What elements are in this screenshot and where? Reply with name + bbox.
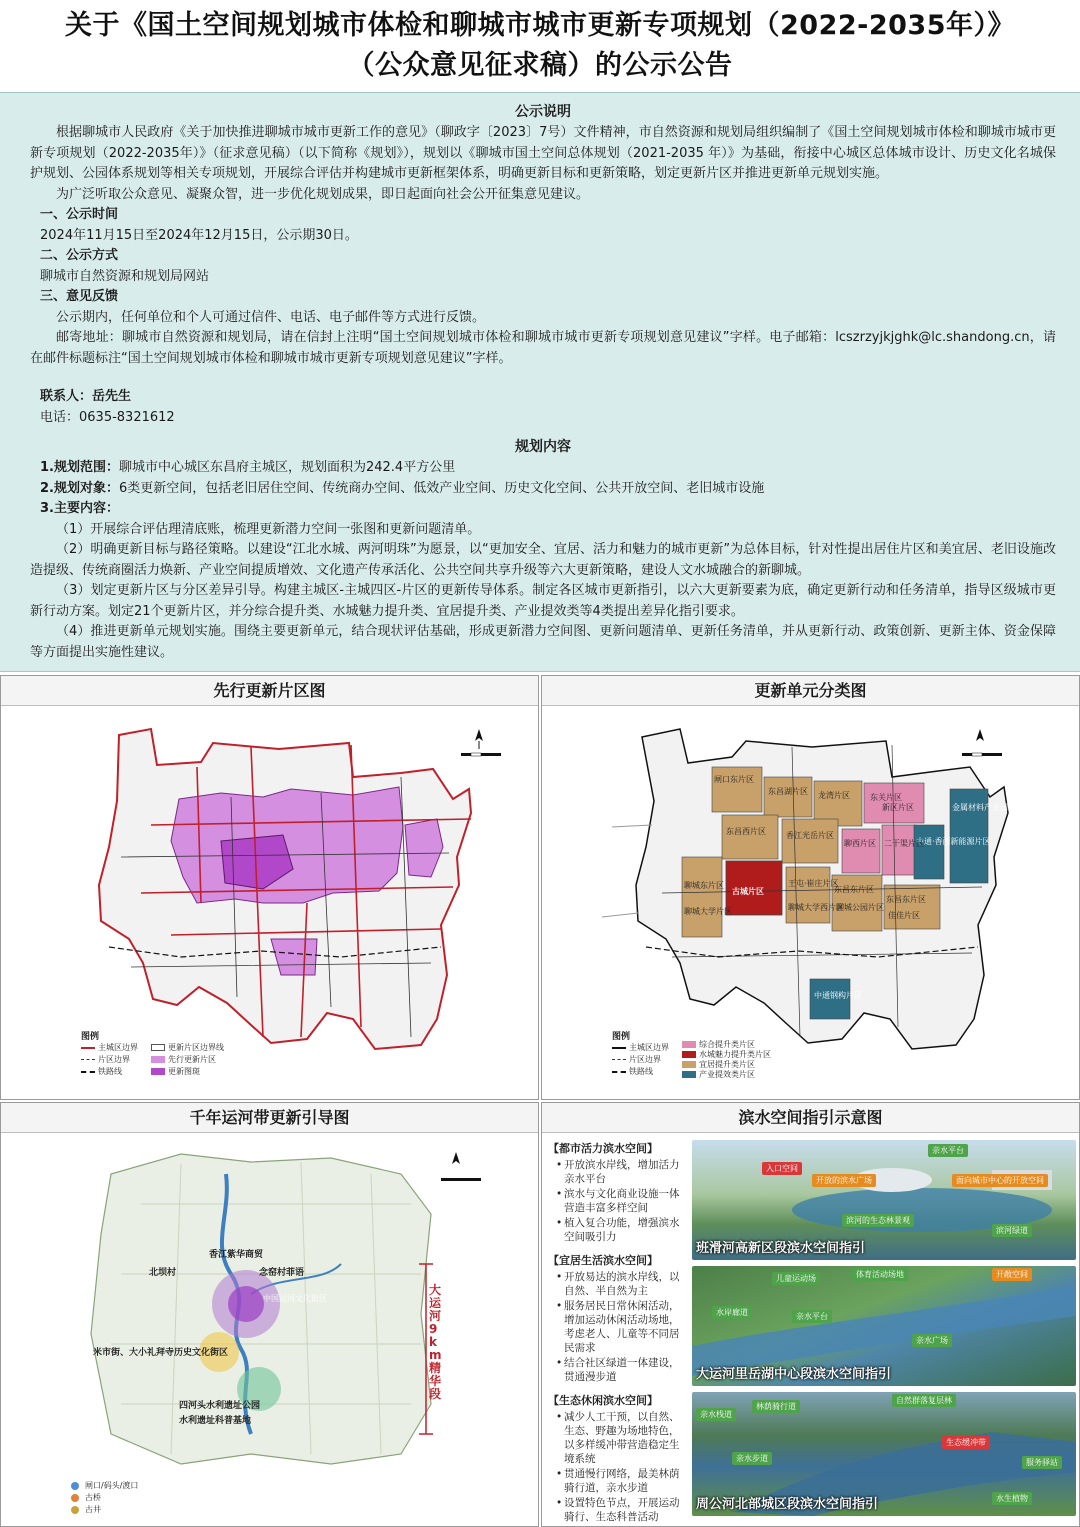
panel-a-legend-4 xyxy=(151,1043,224,1053)
urban-tag-6: 滨河绿道 xyxy=(992,1224,1032,1237)
plan-item-2-text: 6类更新空间，包括老旧居住空间、传统商办空间、低效产业空间、历史文化空间、公共开放空间、老旧城市设施 xyxy=(118,480,765,496)
panel-c-map xyxy=(1,1134,538,1526)
panel-a-legend-1-label: 主城区边界 xyxy=(98,1043,138,1052)
map-label-10: 聊城大学西片区 xyxy=(788,903,844,912)
eco-tag-2: 自然群落复层林 xyxy=(892,1394,956,1407)
canal-label-1: 香江紫华商贸 xyxy=(209,1250,264,1260)
panel-a-legend-4-label: 更新片区边界线 xyxy=(168,1043,224,1052)
map-label-15: 新区片区 xyxy=(882,803,914,812)
panel-b-legend-4-label: 综合提升类片区 xyxy=(699,1040,755,1049)
guide-urban-item-3: • 植入复合功能，增强滨水空间吸引力 xyxy=(556,1216,688,1244)
guide-urban-item-1: • 开放滨水岸线，增加活力亲水平台 xyxy=(556,1158,688,1186)
map-label-20: 聊城大学片区 xyxy=(684,907,732,916)
section-3-text-2: 邮寄地址：聊城市自然资源和规划局，请在信封上注明“国土空间规划城市体检和聊城市城市更新专项规划意见建议”字样。电子邮箱：lcszrzyjkjghk@lc.shandong.cn，请在邮件标题标注“国土空间规划城市体检和聊城市城市更新专项规划意见建议”字样。 xyxy=(30,330,1056,366)
plan-item-1-label: 1.规划范围： xyxy=(40,460,119,475)
urban-tag-3: 开放的滨水广场 xyxy=(812,1174,876,1187)
plan-point-1: （1）开展综合评估理清底账，梳理更新潜力空间一张图和更新问题清单。 xyxy=(56,521,481,537)
map-label-6: 东昌西片区 xyxy=(726,827,766,836)
panel-b-legend-5-label: 水城魅力提升类片区 xyxy=(699,1050,771,1059)
panel-b-legend-title: 图例 xyxy=(612,1032,631,1042)
title-line-1: 关于《国土空间规划城市体检和聊城市城市更新专项规划（2022-2035年）》 xyxy=(65,10,1015,41)
section-1-title: 一、公示时间 xyxy=(40,207,119,222)
plan-item-3 xyxy=(30,499,1056,520)
render-living-caption: 大运河里岳湖中心段滨水空间指引 xyxy=(696,1367,892,1382)
panel-b-legend-7 xyxy=(682,1070,755,1080)
panel-b-legend-2 xyxy=(612,1055,661,1065)
map-label-19: 聊城东片区 xyxy=(684,881,724,890)
section-2-text: 聊城市自然资源和规划局网站 xyxy=(40,268,210,284)
panel-a-legend-5-label: 先行更新片区 xyxy=(168,1055,216,1064)
canal-label-4: 米市街、大小礼拜寺历史文化街区 xyxy=(93,1348,229,1358)
notice-section xyxy=(0,92,1080,672)
urban-tag-2: 入口空间 xyxy=(762,1162,802,1175)
eco-tag-5: 亲水步道 xyxy=(732,1452,772,1465)
urban-tag-1: 亲水平台 xyxy=(928,1144,968,1157)
panel-a-legend-1 xyxy=(81,1043,138,1053)
canal-legend-2: 古桥 xyxy=(85,1493,101,1502)
panel-b-legend-3 xyxy=(612,1067,653,1077)
urban-tag-4: 面向城市中心的开放空间 xyxy=(952,1174,1048,1187)
notice-heading: 公示说明 xyxy=(515,104,571,120)
living-tag-1: 儿童运动场 xyxy=(772,1272,820,1285)
canal-label-6: 水利遗址科普基地 xyxy=(179,1416,252,1426)
panel-b-map xyxy=(542,707,1079,1099)
panel-b-legend-4 xyxy=(682,1040,755,1050)
eco-tag-4: 生态缓冲带 xyxy=(942,1436,990,1449)
panel-priority-renewal-map xyxy=(0,675,539,1100)
eco-tag-6: 服务驿站 xyxy=(1022,1456,1062,1469)
plan-heading: 规划内容 xyxy=(515,439,571,455)
guide-block-urban xyxy=(548,1142,688,1244)
guide-block-living-title: 【宜居生活滨水空间】 xyxy=(548,1254,658,1267)
panel-b-legend-6-label: 宜居提升类片区 xyxy=(699,1060,755,1069)
panel-b-legend-6 xyxy=(682,1060,755,1070)
guide-living-item-3: • 结合社区绿道一体建设，贯通漫步道 xyxy=(556,1356,688,1384)
map-label-old-town: 古城片区 xyxy=(732,887,764,896)
panel-a-legend-2-label: 片区边界 xyxy=(98,1055,130,1064)
plan-point-3: （3）划定更新片区与分区差异引导。构建主城区-主城四区-片区的更新传导体系。制定各区城市更新指引，以六大更新要素为底，确定更新行动和任务清单，指导区级城市更新行动方案。划定21个更新片区，并分综合提升类、水城魅力提升类、宜居提升类、产业提效类等4类提出差异化指引要求。 xyxy=(30,583,1056,619)
panel-waterfront-guide xyxy=(541,1102,1080,1527)
canal-vertical-label: 大运河9km精华段 xyxy=(429,1283,442,1401)
eco-tag-7: 水生植物 xyxy=(992,1492,1032,1505)
living-tag-3: 开敞空间 xyxy=(992,1268,1032,1281)
plan-item-1 xyxy=(30,458,1056,479)
contact-person: 联系人：岳先生 xyxy=(40,389,132,404)
render-eco-caption: 周公河北部城区段滨水空间指引 xyxy=(696,1497,879,1512)
panel-c-title: 千年运河带更新引导图 xyxy=(1,1103,538,1133)
map-label-11: 中通·香西新能源片区 xyxy=(916,837,991,846)
guide-block-eco-title: 【生态休闲滨水空间】 xyxy=(548,1394,658,1407)
map-label-2: 东昌湖片区 xyxy=(768,787,808,796)
map-label-8: 东昌东片区 xyxy=(834,885,874,894)
guide-block-urban-title: 【都市活力滨水空间】 xyxy=(548,1142,658,1155)
living-tag-5: 亲水平台 xyxy=(792,1310,832,1323)
map-label-7: 聊西片区 xyxy=(844,839,876,848)
urban-tag-5: 滨河的生态林景观 xyxy=(842,1214,914,1227)
section-2-title: 二、公示方式 xyxy=(40,248,119,263)
canal-legend-1: 闸口/码头/渡口 xyxy=(85,1481,139,1490)
render-urban-waterfront xyxy=(692,1140,1076,1260)
guide-eco-item-1: • 减少人工干预，以自然、生态、野趣为场地特色，以多样缓冲带营造稳定生境系统 xyxy=(556,1410,688,1466)
plan-point-4: （4）推进更新单元规划实施。围绕主要更新单元，结合现状评估基础，形成更新潜力空间图、更新问题清单、更新任务清单，并从更新行动、政策创新、更新主体、资金保障等方面提出实施性建议。 xyxy=(30,624,1056,660)
living-tag-2: 体育活动场地 xyxy=(852,1268,908,1281)
living-tag-4: 水岸廊道 xyxy=(712,1306,752,1319)
title-line-2: （公众意见征求稿）的公示公告 xyxy=(347,50,733,81)
panel-a-legend-5 xyxy=(151,1055,216,1065)
panel-a-legend-title: 图例 xyxy=(81,1032,100,1042)
panel-d-title: 滨水空间指引示意图 xyxy=(542,1103,1079,1133)
render-urban-caption: 班滑河高新区段滨水空间指引 xyxy=(696,1241,866,1256)
canal-label-5: 四河头水利遗址公园 xyxy=(179,1401,261,1411)
plan-point-2: （2）明确更新目标与路径策略。以建设“江北水城、两河明珠”为愿景，以“更加安全、宜居、活力和魅力的城市更新”为总体目标，针对性提出居住片区和美宜居、老旧设施改造提级、传统商圈活力焕新、产业空间提质增效、文化遗产传承活化、公共空间共享升级等六大更新策略，建设人文水城融合的新聊城。 xyxy=(30,542,1056,578)
canal-label-2: 北坝村 xyxy=(149,1268,177,1278)
map-label-5: 香江光岳片区 xyxy=(786,831,834,840)
panel-a-title: 先行更新片区图 xyxy=(1,676,538,706)
panel-d-body xyxy=(542,1134,1079,1526)
guide-eco-item-3: • 设置特色节点，开展运动骑行、生态科普活动 xyxy=(556,1496,688,1524)
panel-canal-guide-map xyxy=(0,1102,539,1527)
plan-item-2-label: 2.规划对象： xyxy=(40,480,119,496)
guide-living-item-2: • 服务居民日常休闲活动，增加运动休闲活动场地，考虑老人、儿童等不同居民需求 xyxy=(556,1299,688,1355)
map-label-1: 闸口东片区 xyxy=(714,775,754,784)
panel-b-legend-7-label: 产业提效类片区 xyxy=(699,1070,755,1079)
panel-b-legend-5 xyxy=(682,1050,771,1060)
map-label-12: 金属材料产业园片区 xyxy=(952,803,1024,812)
section-3-title: 三、意见反馈 xyxy=(40,289,119,304)
notice-paragraph-2: 为广泛听取公众意见、凝聚众智，进一步优化规划成果，即日起面向社会公开征集意见建议。 xyxy=(56,186,590,202)
plan-item-1-text: 聊城市中心城区东昌府主城区，规划面积为242.4平方公里 xyxy=(118,460,456,475)
eco-tag-3: 林荫骑行道 xyxy=(752,1400,800,1413)
notice-paragraph-1: 根据聊城市人民政府《关于加快推进聊城市城市更新工作的意见》（聊政字〔2023〕7号）文件精神，市自然资源和规划局组织编制了《国土空间规划城市体检和聊城市城市更新专项规划（2022-2035年）》（征求意见稿）（以下简称《规划》），规划以《聊城市国土空间总体规划（2021-2035 年）》为基础，衔接中心城区总体城市设计、历史文化名城保护规划、公园体系规划等相关专项规划，开展综合评估并构建城市更新框架体系，明确更新目标和更新策略，划定更新片区并推进更新单元规划实施。 xyxy=(30,125,1056,181)
panel-unit-classification-map xyxy=(541,675,1080,1100)
render-living-waterfront xyxy=(692,1266,1076,1386)
map-label-18: 佳佳片区 xyxy=(888,911,920,920)
panel-b-legend-3-label: 铁路线 xyxy=(629,1067,653,1076)
map-label-9: 王屯·崔庄片区 xyxy=(788,879,839,888)
guide-living-item-1: • 开放易达的滨水岸线，以自然、半自然为主 xyxy=(556,1270,688,1298)
map-label-16: 二干渠片区 xyxy=(884,839,924,848)
living-tag-6: 亲水广场 xyxy=(912,1334,952,1347)
canal-guide-map-svg xyxy=(1,1134,538,1526)
canal-label-3: 念窑村菲语 xyxy=(259,1268,305,1278)
panel-a-map xyxy=(1,707,538,1099)
eco-tag-1: 亲水栈道 xyxy=(696,1408,736,1421)
page-title xyxy=(0,0,1080,92)
canal-legend-3: 古井 xyxy=(85,1505,101,1514)
panel-a-legend-2 xyxy=(81,1055,130,1065)
panel-b-legend-2-label: 片区边界 xyxy=(629,1055,661,1064)
panel-a-legend-3-label: 铁路线 xyxy=(98,1067,122,1076)
map-label-3: 龙湾片区 xyxy=(818,791,850,800)
panel-a-legend-6-label: 更新图斑 xyxy=(168,1067,200,1076)
waterfront-guide-text xyxy=(548,1142,688,1526)
map-label-13: 中通钢构片区 xyxy=(814,991,862,1000)
section-3-text-1: 公示期内，任何单位和个人可通过信件、电话、电子邮件等方式进行反馈。 xyxy=(56,309,486,325)
panel-b-title: 更新单元分类图 xyxy=(542,676,1079,706)
contact-phone: 电话：0635-8321612 xyxy=(40,409,175,425)
guide-block-eco xyxy=(548,1394,688,1524)
guide-urban-item-2: • 滨水与文化商业设施一体营造丰富多样空间 xyxy=(556,1187,688,1215)
canal-label-7: 中国运河文化街区 xyxy=(263,1294,327,1303)
plan-item-3-label: 3.主要内容： xyxy=(40,501,119,516)
render-eco-waterfront xyxy=(692,1392,1076,1516)
panel-b-legend-1-label: 主城区边界 xyxy=(629,1043,669,1052)
map-label-17: 聊城公园片区 xyxy=(836,903,884,912)
section-1-text: 2024年11月15日至2024年12月15日，公示期30日。 xyxy=(40,227,358,243)
guide-block-living xyxy=(548,1254,688,1384)
panel-a-legend-3 xyxy=(81,1067,122,1077)
map-label-4: 东关片区 xyxy=(870,793,902,802)
map-label-14: 东昌东片区 xyxy=(886,895,926,904)
plan-item-2 xyxy=(30,479,1056,500)
panel-b-legend-1 xyxy=(612,1043,669,1053)
panel-a-legend-6 xyxy=(151,1067,200,1077)
guide-eco-item-2: • 贯通慢行网络，最美林荫骑行道，亲水步道 xyxy=(556,1467,688,1495)
